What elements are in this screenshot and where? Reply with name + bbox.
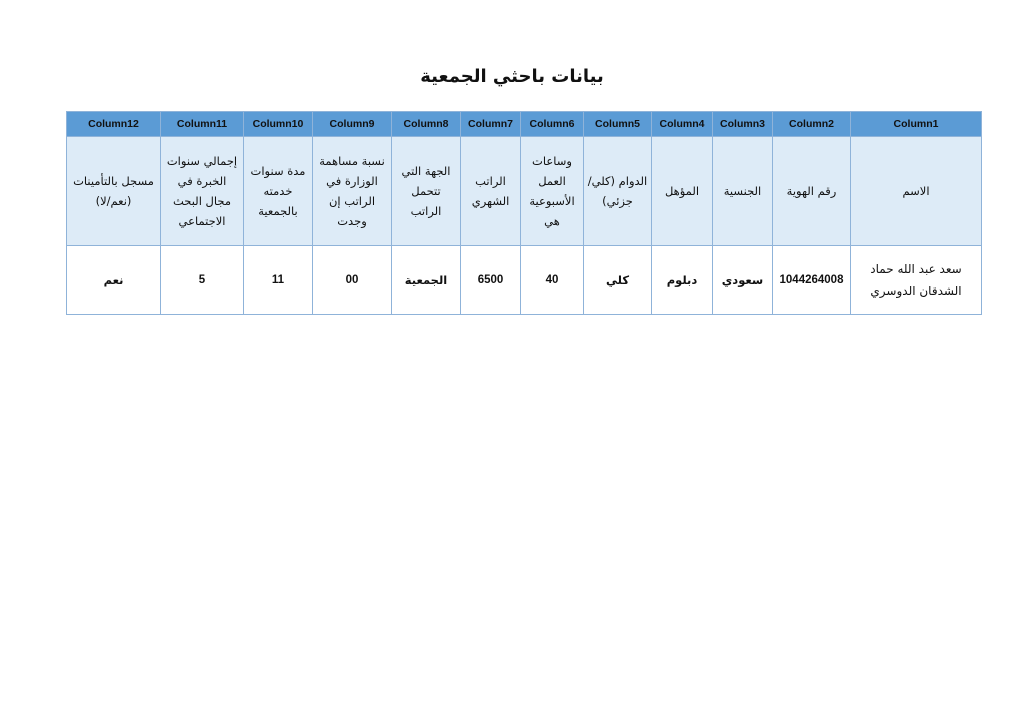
field-label-ministry-share[interactable]: نسبة مساهمة الوزارة في الراتب إن وجدت (313, 137, 392, 246)
field-label-monthly-salary[interactable]: الراتب الشهري (461, 137, 521, 246)
column-header[interactable]: Column6 (521, 112, 584, 137)
cell-nationality[interactable]: سعودي (713, 246, 773, 315)
field-label-salary-payer[interactable]: الجهة التي تتحمل الراتب (392, 137, 461, 246)
field-label-id-number[interactable]: رقم الهوية (773, 137, 851, 246)
column-header[interactable]: Column12 (67, 112, 161, 137)
field-label-service-years[interactable]: مدة سنوات خدمته بالجمعية (244, 137, 313, 246)
cell-weekly-hours[interactable]: 40 (521, 246, 584, 315)
cell-service-years[interactable]: 11 (244, 246, 313, 315)
column-header[interactable]: Column4 (652, 112, 713, 137)
column-header[interactable]: Column1 (851, 112, 982, 137)
column-header[interactable]: Column8 (392, 112, 461, 137)
column-header[interactable]: Column2 (773, 112, 851, 137)
field-label-name[interactable]: الاسم (851, 137, 982, 246)
field-label-insurance[interactable]: مسجل بالتأمينات (نعم/لا) (67, 137, 161, 246)
cell-work-type[interactable]: كلي (584, 246, 652, 315)
field-label-weekly-hours[interactable]: وساعات العمل الأسبوعية هي (521, 137, 584, 246)
field-label-nationality[interactable]: الجنسية (713, 137, 773, 246)
field-label-work-type[interactable]: الدوام (كلي/جزئي) (584, 137, 652, 246)
field-label-row (67, 137, 982, 246)
column-header[interactable]: Column3 (713, 112, 773, 137)
column-header[interactable]: Column9 (313, 112, 392, 137)
cell-qualification[interactable]: دبلوم (652, 246, 713, 315)
column-header-row (67, 112, 982, 137)
researchers-table (66, 111, 982, 315)
table-row (67, 246, 982, 315)
cell-id-number[interactable]: 1044264008 (773, 246, 851, 315)
cell-experience-years[interactable]: 5 (161, 246, 244, 315)
cell-insurance[interactable]: نعم (67, 246, 161, 315)
column-header[interactable]: Column7 (461, 112, 521, 137)
column-header[interactable]: Column11 (161, 112, 244, 137)
cell-ministry-share[interactable]: 00 (313, 246, 392, 315)
cell-monthly-salary[interactable]: 6500 (461, 246, 521, 315)
cell-name[interactable]: سعد عبد الله حماد الشدقان الدوسري (851, 246, 982, 315)
cell-salary-payer[interactable]: الجمعية (392, 246, 461, 315)
column-header[interactable]: Column10 (244, 112, 313, 137)
field-label-qualification[interactable]: المؤهل (652, 137, 713, 246)
column-header[interactable]: Column5 (584, 112, 652, 137)
page-title: بيانات باحثي الجمعية (420, 66, 604, 87)
field-label-experience-years[interactable]: إجمالي سنوات الخبرة في مجال البحث الاجتماعي (161, 137, 244, 246)
